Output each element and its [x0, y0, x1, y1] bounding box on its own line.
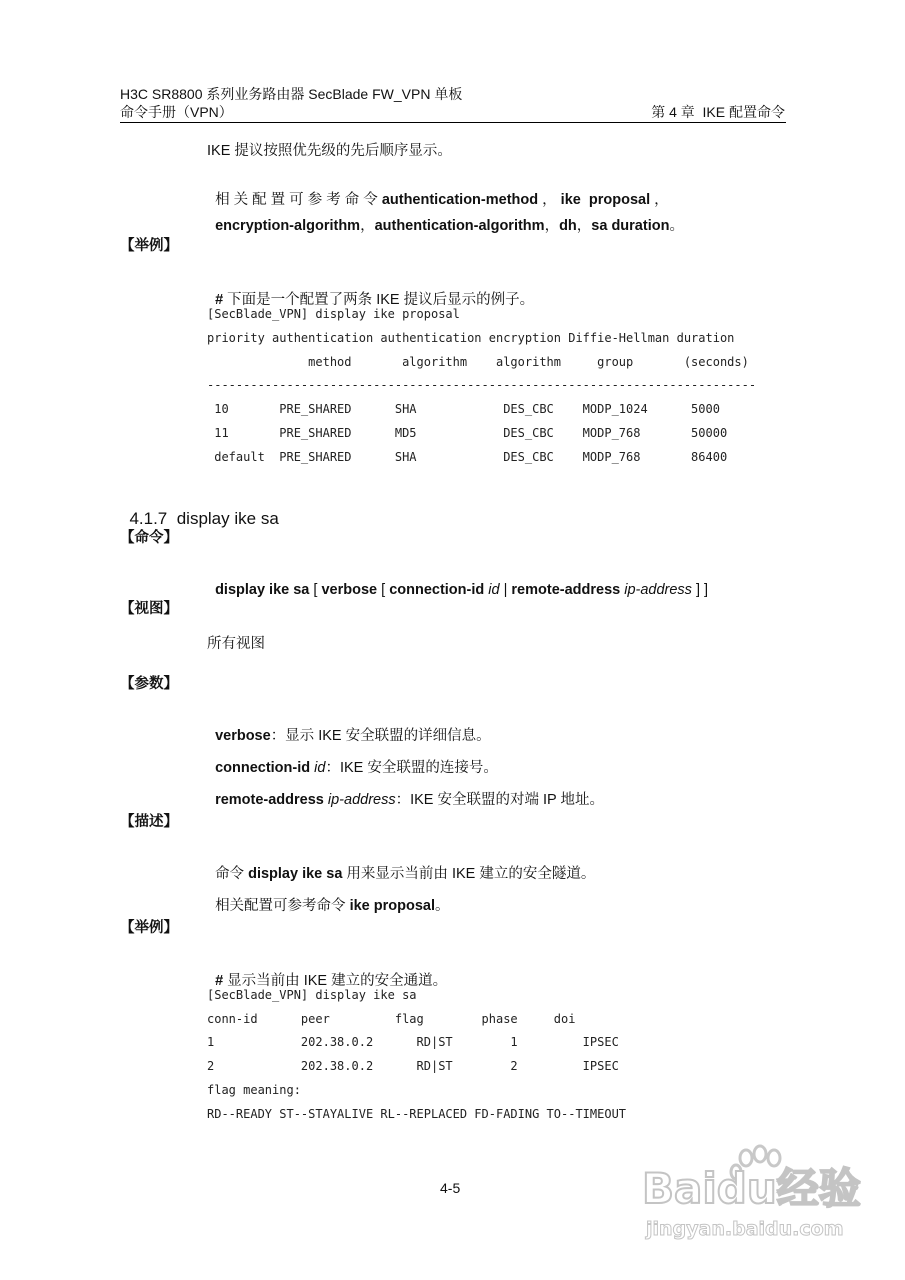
- param-verbose: verbose：显示 IKE 安全联盟的详细信息。: [215, 728, 491, 744]
- section-heading: 4.1.7 display ike sa: [129, 509, 279, 528]
- description-heading: 【描述】: [120, 814, 178, 830]
- param-remote-address: remote-address ip-address：IKE 安全联盟的对端 IP 地址。: [215, 792, 604, 808]
- code-line: 2 202.38.0.2 RD|ST 2 IPSEC: [207, 1059, 619, 1073]
- example-heading-2: 【举例】: [120, 920, 178, 936]
- intro-paragraph-1: IKE 提议按照优先级的先后顺序显示。: [207, 143, 452, 159]
- intro-paragraph-2: 相 关 配 置 可 参 考 命 令 authentication-method ， ike proposal ，: [215, 192, 669, 208]
- view-text: 所有视图: [207, 636, 265, 652]
- code-line: conn-id peer flag phase doi: [207, 1012, 576, 1026]
- command-heading: 【命令】: [120, 530, 178, 546]
- watermark-brand: Baidu经验: [642, 1164, 861, 1213]
- example-2-description: # 显示当前由 IKE 建立的安全通道。: [215, 973, 448, 989]
- example-1-description: # 下面是一个配置了两条 IKE 提议后显示的例子。: [215, 292, 535, 308]
- code-line: default PRE_SHARED SHA DES_CBC MODP_768 86400: [207, 450, 728, 464]
- code-line: [SecBlade_VPN] display ike sa: [207, 988, 417, 1002]
- code-line: method algorithm algorithm group (seconds): [207, 355, 749, 369]
- code-line: 1 202.38.0.2 RD|ST 1 IPSEC: [207, 1035, 619, 1049]
- code-line: [SecBlade_VPN] display ike proposal: [207, 307, 460, 321]
- code-line: flag meaning:: [207, 1083, 301, 1097]
- description-line-1: 命令 display ike sa 用来显示当前由 IKE 建立的安全隧道。: [215, 866, 596, 882]
- param-connection-id: connection-id id：IKE 安全联盟的连接号。: [215, 760, 498, 776]
- command-syntax: display ike sa [ verbose [ connection-id id | remote-address ip-address ] ]: [215, 582, 709, 598]
- code-line: priority authentication authentication encryption Diffie-Hellman duration: [207, 331, 735, 345]
- code-line: 11 PRE_SHARED MD5 DES_CBC MODP_768 50000: [207, 426, 728, 440]
- example-heading-1: 【举例】: [120, 238, 178, 254]
- header-manual: 命令手册（VPN）: [120, 104, 233, 120]
- watermark-url: jingyan.baidu.com: [646, 1218, 844, 1240]
- code-line: ----------------------------------------------------------------------------: [207, 378, 757, 392]
- description-line-2: 相关配置可参考命令 ike proposal。: [215, 898, 450, 914]
- intro-paragraph-3: encryption-algorithm，authentication-algorithm，dh，sa duration。: [215, 218, 684, 234]
- baidu-watermark: [628, 1142, 868, 1262]
- header-rule: [120, 122, 786, 123]
- code-line: 10 PRE_SHARED SHA DES_CBC MODP_1024 5000: [207, 402, 720, 416]
- code-line: RD--READY ST--STAYALIVE RL--REPLACED FD-FADING TO--TIMEOUT: [207, 1107, 627, 1121]
- header-chapter: 第 4 章 IKE 配置命令: [651, 104, 785, 120]
- page-number: 4-5: [440, 1180, 461, 1196]
- params-heading: 【参数】: [120, 676, 178, 692]
- view-heading: 【视图】: [120, 601, 178, 617]
- header-title: H3C SR8800 系列业务路由器 SecBlade FW_VPN 单板: [120, 86, 463, 102]
